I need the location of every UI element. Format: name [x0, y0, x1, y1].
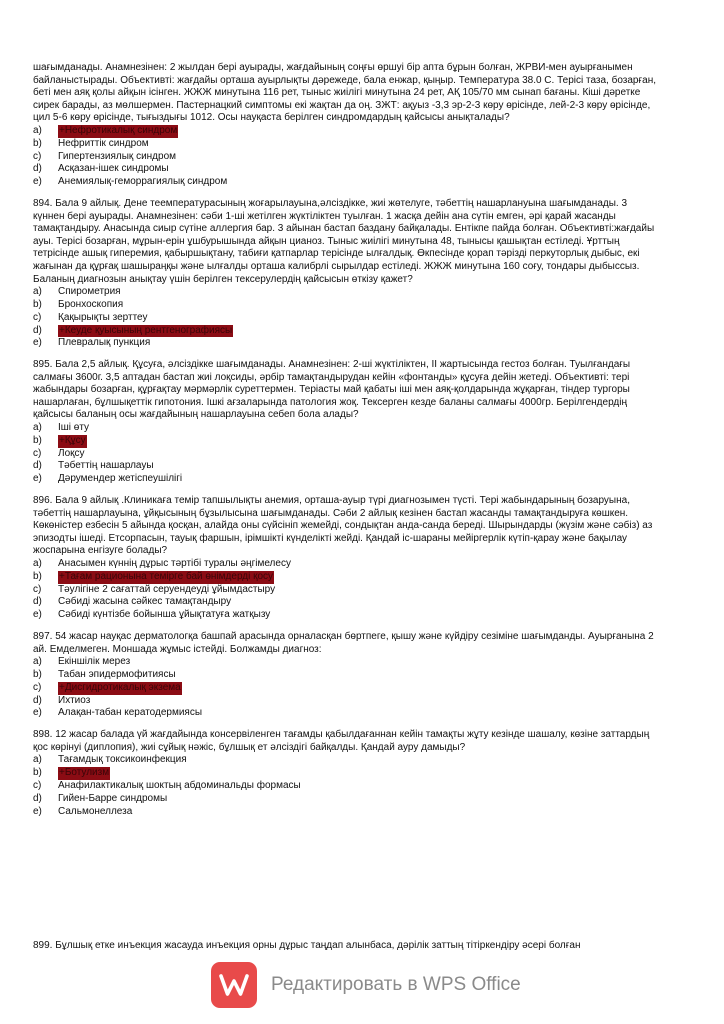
option-letter: c)	[33, 311, 42, 323]
question-894	[33, 198, 660, 350]
option-b	[33, 571, 660, 584]
option-letter: b)	[33, 767, 42, 779]
option-letter: b)	[33, 434, 42, 446]
option-e	[33, 806, 660, 819]
option-d	[33, 596, 660, 609]
option-e	[33, 176, 660, 189]
option-e	[33, 473, 660, 486]
option-a	[33, 754, 660, 767]
option-text: Тағамдық токсикоинфекция	[58, 754, 187, 766]
option-text: Сәбиді күнтізбе бойынша ұйықтатуға жатқызу	[58, 609, 271, 621]
option-letter: e)	[33, 805, 42, 817]
question-text: 895. Бала 2,5 айлық. Құсуға, әлсіздікке шағымданады. Анамнезінен: 2-ші жүктіліктен, ІІ жартысында гестоз болған. Туылғандағы салмағы 3600г. 3,5 аптадан бастап жиі лоқсиды, әрбір тамақтандырудан кейін «фонтанды» құсуға дейін жетеді. Объективті: тері жабындары бозарған, құрғақтау мәрмәрлік суреттермен. Теріасты май қабаты іші мен аяқ-қолдарында жұқарған, тіндер тургоры нашарлаған, бұлшықеттік гипотония. Ішкі ағзаларында патология жоқ. Тексерген кезде баланы салмағы 4000гр. Берілгендердің қайсысы баланың осы жағдайының нашарлауына себеп бола алады?	[33, 359, 631, 421]
option-a	[33, 125, 660, 138]
option-c	[33, 780, 660, 793]
option-letter: d)	[33, 324, 42, 336]
option-text: Алақан-табан кератодермиясы	[58, 707, 203, 719]
option-d	[33, 695, 660, 708]
option-text: Табан эпидермофитиясы	[58, 668, 176, 680]
option-letter: a)	[33, 656, 42, 668]
option-text: Спирометрия	[58, 286, 121, 298]
question-text: 894. Бала 9 айлық. Дене теемпературасының жоғарылауына,әлсіздікке, жиі жөтелуге, тәбеттің нашарлануына шағымданады. 3 күннен бері ауырады. Анамнезінен: сәби 1-ші жетілген жүктіліктен туылған. 1 жасқа дейін ана сүтін емген, әрі қарай жасанды тамақтандыру. Анасында сиыр сүтіне аллергия бар. 3 айынан бастап баздану байқалады. Ентікпе пайда болған. Объективті:жағдайы ауы. Терісі бозарған, мұрын-ерін ұшбурышында айқын цианоз. Тыныс жиілігі минутына 48, тынысы қашықтан естіледі. Ұрттың тетрісінде ашық гиперемия, қабыршықтану, табиғи қатпарлар терісінде ылғалдық. Өкпесінде қорап тәрізді перкуторлық дыбыс, екі жағынан да құрғақ шашыраңқы және ылғалды орташа калибрлі сырылдар естіледі. ЖЖЖ минутына 160 соғу, тондары дыбыссыз. Баланың диагнозын анықтау үшін берілген тексерулердің қайсысын өткізу қажет?	[33, 197, 655, 285]
question-897	[33, 631, 660, 720]
option-letter: a)	[33, 124, 42, 136]
option-d	[33, 793, 660, 806]
option-text: Бронхоскопия	[58, 298, 124, 310]
option-a	[33, 558, 660, 571]
option-b	[33, 669, 660, 682]
option-text: Анемиялық-геморрагиялық синдром	[58, 176, 228, 188]
option-e	[33, 707, 660, 720]
option-b	[33, 435, 660, 448]
option-text: Сальмонеллеза	[58, 805, 133, 817]
option-text: Плевралық пункция	[58, 337, 151, 349]
option-a	[33, 286, 660, 299]
option-letter: a)	[33, 558, 42, 570]
option-text: Дәрумендер жетіспеушілігі	[58, 473, 183, 485]
option-letter: e)	[33, 176, 42, 188]
option-b	[33, 299, 660, 312]
option-letter: d)	[33, 792, 42, 804]
wps-edit-banner[interactable]	[211, 962, 521, 1008]
option-letter: c)	[33, 150, 42, 162]
question-895	[33, 359, 660, 486]
option-e	[33, 337, 660, 350]
option-c	[33, 682, 660, 695]
option-letter: d)	[33, 460, 42, 472]
option-letter: b)	[33, 298, 42, 310]
option-text: Іші өту	[58, 422, 90, 434]
option-letter: a)	[33, 286, 42, 298]
option-text: Екіншілік мерез	[58, 656, 131, 668]
option-text: Ихтиоз	[58, 694, 91, 706]
option-text-correct: +Құсу	[59, 434, 86, 446]
option-letter: c)	[33, 447, 42, 459]
option-d	[33, 325, 660, 338]
option-text-correct: +Дисгидротикалық экзема	[59, 681, 181, 693]
option-d	[33, 460, 660, 473]
option-letter: d)	[33, 163, 42, 175]
question-text: шағымданады. Анамнезінен: 2 жылдан бері ауырады, жағдайының соңғы өршуі бір апта бұрын болған, ЖРВИ-мен ауырғанымен байланыстырады. Объективті: жағдайы орташа ауырлықты дәрежеде, бала енжар, қыңыр. Температура 38.0 С. Терісі таза, бозарған, беті мен аяқ қолы айқын ісінген. ЖЖЖ минутына 116 рет, тыныс жиілігі минутына 24 рет, АҚ 105/70 мм сынап бағаны. Кіші дәретке сирек барады, аз мөлшермен. Пастернацкий симптомы екі жақтан да оң. ЗЖТ: ақуыз -3,3 эр-2-3 көру өрісінде, лей-2-3 көру өрісінде, цил 5-6 көру өрісінде, тығыздығы 1012. Осы науқаста берілген синдромдардың қайсысы анықталады?	[33, 62, 656, 124]
option-b	[33, 767, 660, 780]
option-letter: b)	[33, 668, 42, 680]
question-896	[33, 495, 660, 622]
option-letter: c)	[33, 583, 42, 595]
option-text: Нефриттік синдром	[58, 137, 149, 149]
option-text-correct: +Нефротикалық синдром	[59, 124, 178, 136]
option-text: Гипертензиялық синдром	[58, 150, 177, 162]
option-text: Тәулігіне 2 сағаттай серуендеуді ұйымдастыру	[58, 583, 276, 595]
option-d	[33, 163, 660, 176]
option-c	[33, 151, 660, 164]
option-letter: e)	[33, 707, 42, 719]
option-letter: a)	[33, 422, 42, 434]
question-text: 898. 12 жасар балада үй жағдайында консервіленген тағамды қабылдағаннан кейін тамақты жұту кезінде шашалу, көзіне заттардың қос көрінуі (диплопия), жиі сұйық нәжіс, бұлшық ет әлсіздігі байқалды. Қандай ауру дамыды?	[33, 729, 650, 753]
question-text: 896. Бала 9 айлық .Клиникаға темір тапшылықты анемия, орташа-ауыр түрі диагнозымен түсті. Тері жабындарының бозаруына, тәбеттің нашарлауына, ұйқысының бұзылысына шағымданады. Сәби 2 айлық кезінен бастап жасанды тамақтандыруға көшкен. Көкөністер езбесін 5 айында қосқан, алайда оны сүйсініп жемейді, сондықтан анда-санда береді. Шырындарды (жүзім және сәбіз) аз эпизодты ішеді. Етсорпасын, тауық фаршын, ірімшікті күнделікті жейді. Қандай іс-шараны мейіргерлік күтіп-қарау және бақылау жоспарына енгізуге болады?	[33, 495, 653, 557]
option-text: Қақырықты зерттеу	[58, 311, 148, 323]
wps-logo-icon	[211, 962, 257, 1008]
option-c	[33, 584, 660, 597]
question-898	[33, 729, 660, 818]
option-letter: e)	[33, 609, 42, 621]
option-letter: b)	[33, 137, 42, 149]
option-letter: d)	[33, 596, 42, 608]
question-899-text: 899. Бұлшық етке инъекция жасауда инъекция орны дұрыс таңдап алынбаса, дәрілік заттың тітіркендіру әсері болған	[33, 940, 581, 951]
option-text: Сәбиді жасына сәйкес тамақтандыру	[58, 596, 232, 608]
option-text-correct: +Кеуде қуысының рентгенографиясы	[59, 324, 233, 336]
question-893	[33, 62, 660, 189]
option-letter: e)	[33, 473, 42, 485]
option-letter: b)	[33, 570, 42, 582]
option-text: Гийен-Барре синдромы	[58, 792, 168, 804]
option-e	[33, 609, 660, 622]
option-letter: c)	[33, 779, 42, 791]
option-text-correct: +Ботулизм	[59, 767, 110, 779]
option-text: Тәбеттің нашарлауы	[58, 460, 154, 472]
option-c	[33, 448, 660, 461]
option-text: Лоқсу	[58, 447, 85, 459]
option-letter: e)	[33, 337, 42, 349]
option-text: Анафилактикалық шоктың абдоминальды формасы	[58, 779, 301, 791]
option-a	[33, 422, 660, 435]
question-text: 897. 54 жасар науқас дерматологқа башпай арасында орналасқан бөртпеге, қышу және күйдіру сезіміне шағымданды. Ауырғанына 2 ай. Емделмеген. Моншада жұмыс істейді. Болжамды диагноз:	[33, 631, 654, 655]
option-c	[33, 312, 660, 325]
wps-edit-label[interactable]: Редактировать в WPS Office	[271, 974, 521, 995]
option-text: Анасымен күннің дұрыс тәртібі туралы әңгімелесу	[58, 558, 291, 570]
option-text-correct: +Тағам рационына темірге бай өнімдерді қосу	[59, 570, 274, 582]
option-letter: a)	[33, 754, 42, 766]
wps-logo-icon-glyph	[219, 973, 249, 997]
option-a	[33, 656, 660, 669]
option-letter: d)	[33, 694, 42, 706]
option-b	[33, 138, 660, 151]
option-letter: c)	[33, 681, 42, 693]
option-text: Асқазан-ішек синдромы	[58, 163, 169, 175]
